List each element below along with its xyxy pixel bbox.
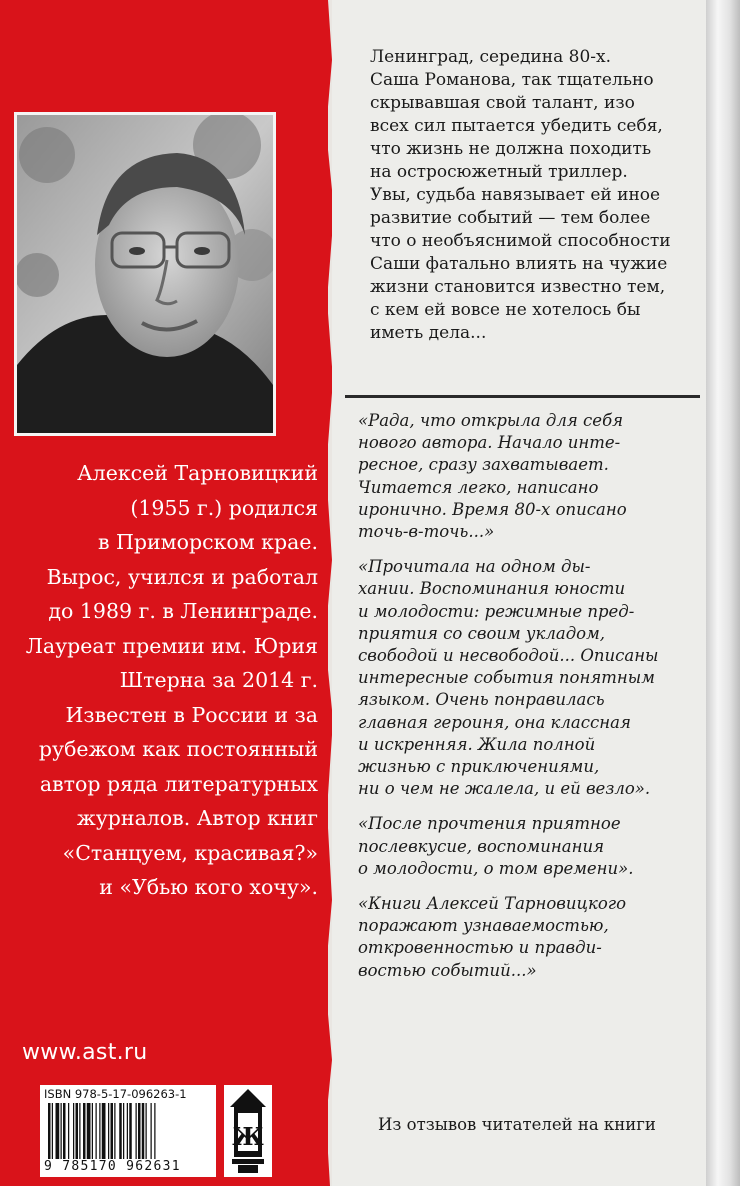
review-line: откровенностью и правди- [358,938,602,958]
review-line: Читается легко, написано [358,477,599,497]
annotation-line: скрывавшая свой талант, изо [370,93,635,113]
author-bio [18,456,318,905]
bio-line: в Приморском крае. [97,530,318,554]
book-spine [706,0,740,1186]
author-portrait [17,115,273,433]
barcode-icon [46,1103,210,1159]
review-line: и молодости: режимные пред- [358,601,635,621]
annotation-line: иметь дела... [370,323,487,343]
review-line: о молодости, о том времени». [358,858,634,878]
annotation-line: Ленинград, середина 80-х. [370,47,611,67]
divider [345,395,700,398]
bio-line: журналов. Автор книг [76,806,318,830]
author-photo [14,112,276,436]
review-line: «Книги Алексей Тарновицкого [358,894,627,914]
review-line: послевкусие, воспоминания [358,836,604,856]
annotation-line: Саша Романова, так тщательно [370,70,654,90]
review-line: интересные события понятным [358,668,655,688]
bio-line: Вырос, учился и работал [46,564,318,589]
logo-letter: Ж [232,1122,264,1151]
review-line: и искренняя. Жила полной [358,734,596,754]
isbn-text: ISBN 978-5-17-096263-1 [44,1087,187,1101]
review-line: языком. Очень понравилась [358,690,605,710]
review-line: приятия со своим укладом, [358,623,606,643]
review-quote [358,813,698,880]
bio-line: Известен в России и за [65,702,318,727]
review-line: востью событий...» [358,960,537,980]
book-annotation [370,46,690,345]
bio-line: рубежом как постоянный [38,737,318,761]
annotation-line: на остросюжетный триллер. [370,162,628,182]
review-line: точь-в-точь...» [358,522,495,542]
review-line: иронично. Время 80-х описано [358,499,627,519]
bio-line: Алексей Тарновицкий [77,461,318,485]
review-line: «Рада, что открыла для себя [358,411,624,430]
bio-line: (1955 г.) родился [130,495,318,520]
annotation-line: всех сил пытается убедить себя, [370,116,663,136]
bio-line: Лауреат премии им. Юрия [25,633,318,658]
annotation-line: с кем ей вовсе не хотелось бы [370,300,641,320]
bio-line: автор ряда литературных [39,771,318,796]
review-line: жизнью с приключениями, [358,757,600,777]
lantern-logo-icon [224,1085,272,1177]
review-line: главная героиня, она классная [358,712,631,732]
annotation-line: жизни становится известно тем, [370,277,666,297]
annotation-line: что о необъяснимой способности [370,231,671,251]
review-line: нового автора. Начало инте- [358,433,621,453]
bio-line: до 1989 г. в Ленинграде. [48,599,318,623]
annotation-line: Увы, судьба навязывает ей иное [370,185,661,205]
reviews-source-caption: Из отзывов читателей на книги [378,1115,656,1134]
review-quote [358,556,698,800]
review-line: «После прочтения приятное [358,814,621,834]
review-line: поражают узнаваемостью, [358,916,609,936]
review-line: хании. Воспоминания юности [358,579,626,599]
review-line: ни о чем не жалела, и ей везло». [358,779,651,799]
annotation-line: что жизнь не должна походить [370,139,652,159]
review-line: «Прочитала на одном ды- [358,557,591,577]
annotation-line: Саши фатально влиять на чужие [370,254,668,274]
review-quote [358,893,698,982]
bio-line: и «Убью кого хочу». [99,875,318,899]
annotation-line: развитие событий — тем более [370,208,651,228]
review-line: ресное, сразу захватывает. [358,455,609,475]
bio-line: Штерна за 2014 г. [119,668,318,692]
review-line: свободой и несвободой... Описаны [358,646,659,666]
isbn-barcode-block [40,1085,216,1177]
barcode-digits: 9 785170 962631 [44,1159,181,1174]
review-quote [358,410,698,543]
reader-reviews [358,410,698,995]
bio-line: «Станцуем, красивая?» [62,840,318,865]
publisher-website: www.ast.ru [22,1040,148,1065]
